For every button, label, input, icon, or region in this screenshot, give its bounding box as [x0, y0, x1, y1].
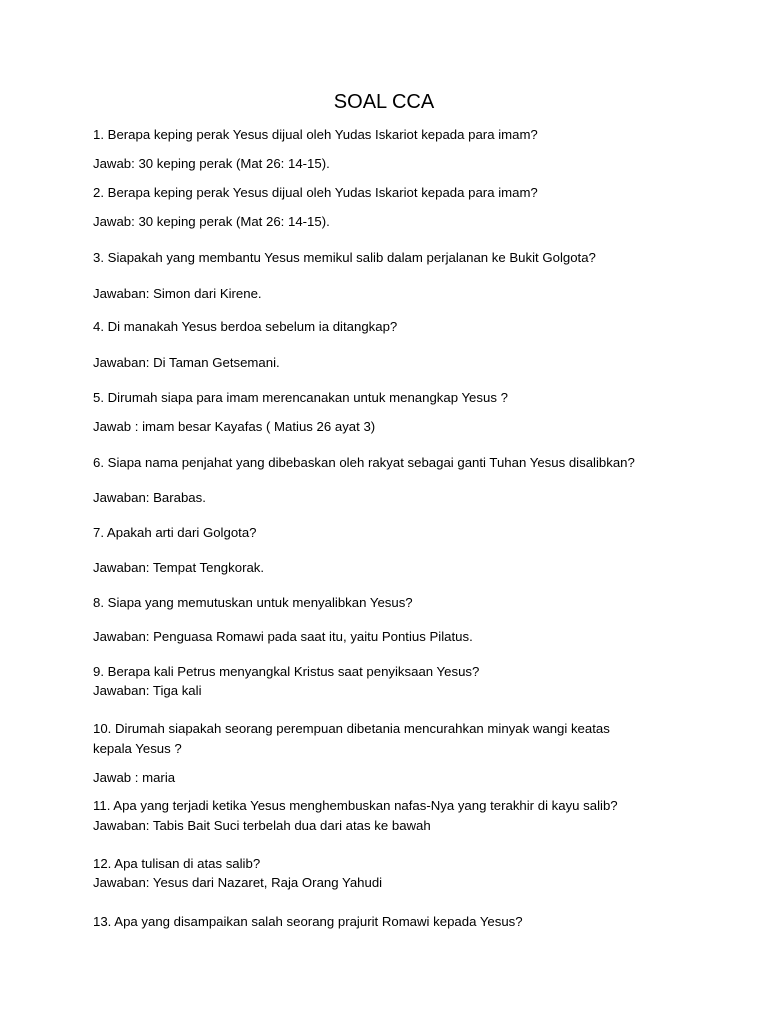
answer-6: Jawaban: Barabas.	[93, 490, 206, 505]
page-title: SOAL CCA	[333, 91, 435, 113]
question-6: 6. Siapa nama penjahat yang dibebaskan oleh rakyat sebagai ganti Tuhan Yesus disalibkan?	[93, 455, 635, 470]
question-2: 2. Berapa keping perak Yesus dijual oleh Yudas Iskariot kepada para imam?	[93, 185, 538, 200]
question-3: 3. Siapakah yang membantu Yesus memikul salib dalam perjalanan ke Bukit Golgota?	[93, 250, 596, 265]
question-8: 8. Siapa yang memutuskan untuk menyalibkan Yesus?	[93, 595, 413, 610]
question-12: 12. Apa tulisan di atas salib?	[93, 856, 261, 871]
answer-2: Jawab: 30 keping perak (Mat 26: 14-15).	[93, 214, 330, 229]
answer-1: Jawab: 30 keping perak (Mat 26: 14-15).	[93, 156, 330, 171]
question-13: 13. Apa yang disampaikan salah seorang prajurit Romawi kepada Yesus?	[93, 914, 523, 929]
answer-10: Jawab : maria	[93, 770, 176, 785]
question-4: 4. Di manakah Yesus berdoa sebelum ia ditangkap?	[93, 319, 398, 334]
answer-7: Jawaban: Tempat Tengkorak.	[93, 560, 265, 575]
answer-3: Jawaban: Simon dari Kirene.	[93, 286, 262, 301]
answer-12: Jawaban: Yesus dari Nazaret, Raja Orang Yahudi	[93, 875, 383, 890]
question-5: 5. Dirumah siapa para imam merencanakan untuk menangkap Yesus ?	[93, 390, 508, 405]
question-10-continued: kepala Yesus ?	[93, 741, 182, 756]
answer-4: Jawaban: Di Taman Getsemani.	[93, 355, 280, 370]
answer-9: Jawaban: Tiga kali	[93, 683, 202, 698]
answer-5: Jawab : imam besar Kayafas ( Matius 26 ayat 3)	[93, 419, 376, 434]
answer-11: Jawaban: Tabis Bait Suci terbelah dua dari atas ke bawah	[93, 818, 431, 833]
question-11: 11. Apa yang terjadi ketika Yesus menghembuskan nafas-Nya yang terakhir di kayu salib?	[93, 798, 618, 813]
question-1: 1. Berapa keping perak Yesus dijual oleh Yudas Iskariot kepada para imam?	[93, 127, 538, 142]
question-7: 7. Apakah arti dari Golgota?	[93, 525, 257, 540]
question-9: 9. Berapa kali Petrus menyangkal Kristus saat penyiksaan Yesus?	[93, 664, 480, 679]
question-10: 10. Dirumah siapakah seorang perempuan dibetania mencurahkan minyak wangi keatas	[93, 721, 610, 736]
answer-8: Jawaban: Penguasa Romawi pada saat itu, yaitu Pontius Pilatus.	[93, 629, 473, 644]
